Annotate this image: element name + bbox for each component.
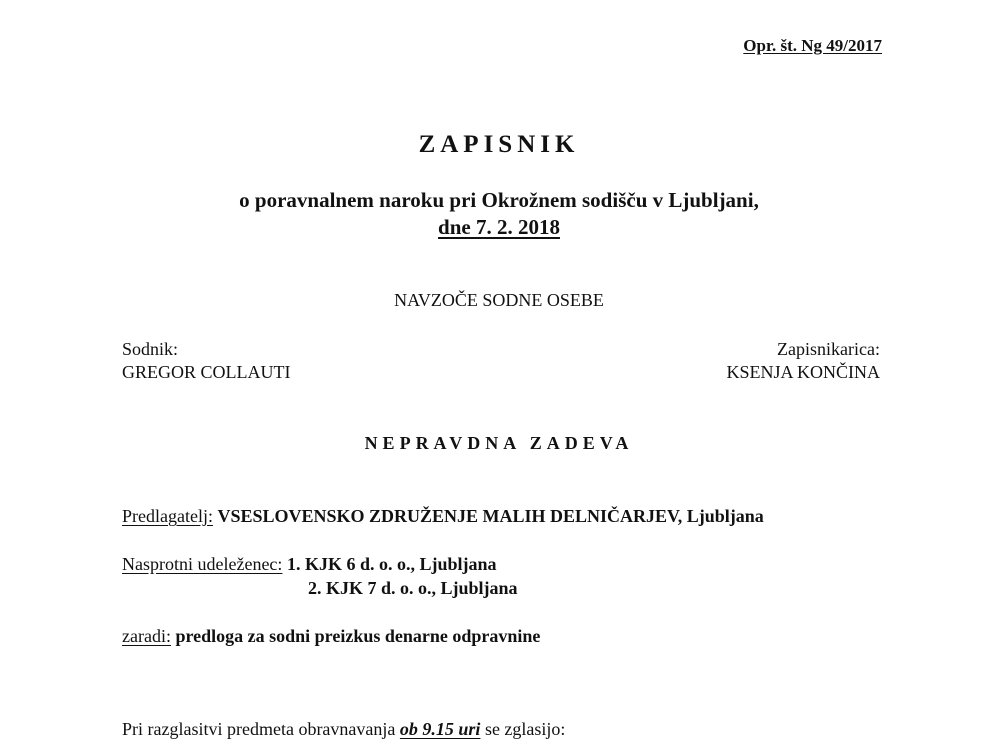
reason-label: zaradi:: [122, 626, 171, 646]
opposing-row: [122, 554, 496, 575]
opposing-label: Nasprotni udeleženec:: [122, 554, 283, 574]
opposing-item-2: 2. KJK 7 d. o. o., Ljubljana: [308, 578, 518, 598]
announcement-row: [122, 719, 565, 740]
present-heading: NAVZOČE SODNE OSEBE: [394, 290, 604, 310]
announcement-time: ob 9.15 uri: [399, 719, 481, 739]
case-number: Opr. št. Ng 49/2017: [743, 36, 882, 55]
proposer-row: [122, 506, 764, 527]
judge-label: Sodnik:: [122, 339, 179, 359]
recorder-label: Zapisnikarica:: [777, 339, 880, 359]
section-title: NEPRAVDNA ZADEVA: [364, 433, 634, 453]
judge-name: GREGOR COLLAUTI: [122, 362, 291, 382]
hearing-date-line: [0, 215, 998, 240]
recorder-name: KSENJA KONČINA: [726, 362, 880, 382]
document-subtitle: o poravnalnem naroku pri Okrožnem sodišču v Ljubljani,: [239, 188, 759, 212]
proposer-value: VSESLOVENSKO ZDRUŽENJE MALIH DELNIČARJEV, Ljubljana: [217, 506, 764, 526]
hearing-date: dne 7. 2. 2018: [438, 215, 560, 239]
opposing-item-1: 1. KJK 6 d. o. o., Ljubljana: [286, 554, 497, 574]
announcement-text-after: se zglasijo:: [480, 719, 566, 739]
reason-value: predloga za sodni preizkus denarne odpravnine: [175, 626, 541, 646]
reason-row: [122, 626, 540, 647]
proposer-label: Predlagatelj:: [122, 506, 213, 526]
document-title: ZAPISNIK: [418, 131, 580, 158]
announcement-text-before: Pri razglasitvi predmeta obravnavanja: [122, 719, 400, 739]
